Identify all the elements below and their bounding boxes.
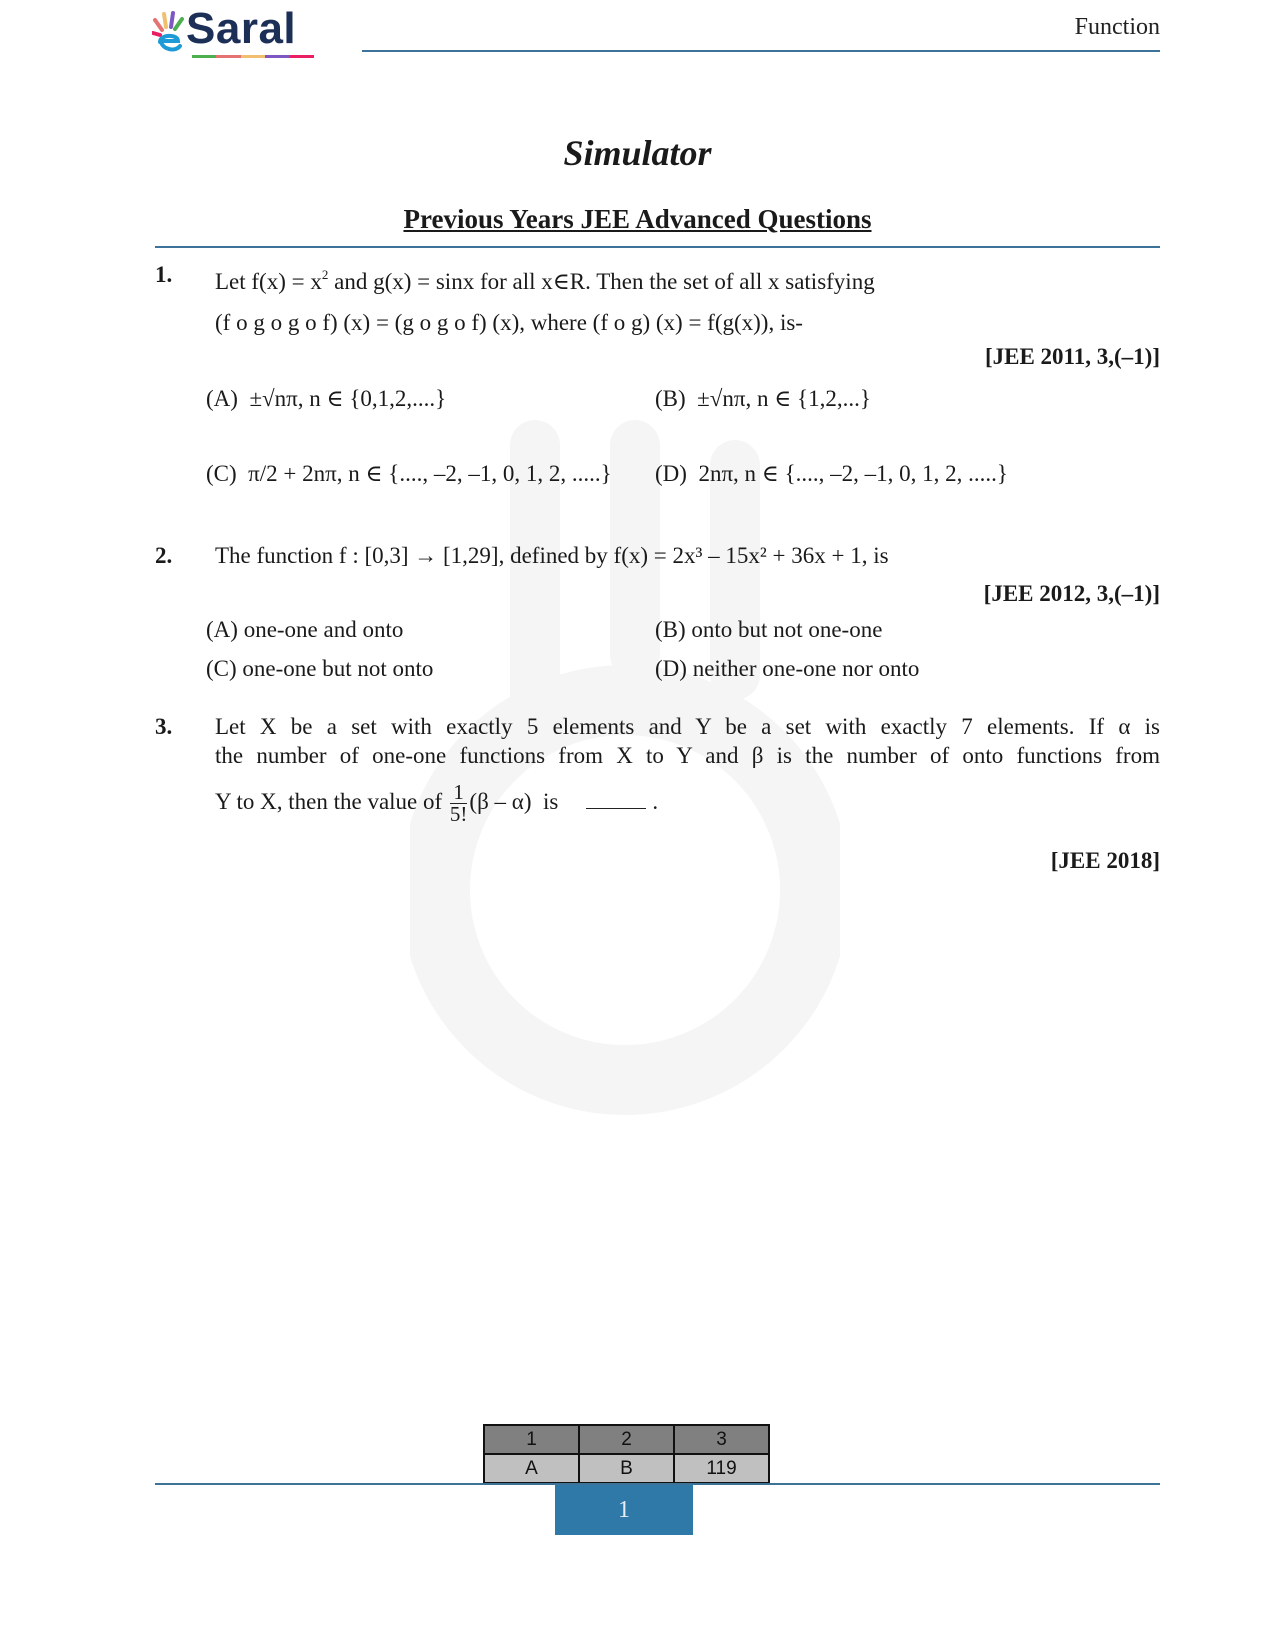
exam-tag: [JEE 2018] xyxy=(1050,848,1160,873)
option-1d: (D) 2nπ, n ∈ {...., –2, –1, 0, 1, 2, .....} xyxy=(655,461,1008,486)
option-2b: (B) onto but not one-one xyxy=(655,617,883,642)
answer-key-header: 3 xyxy=(674,1425,769,1454)
question-1 xyxy=(155,254,1160,374)
answer-key-header: 1 xyxy=(484,1425,579,1454)
question-text xyxy=(215,254,1160,343)
exam-tag: [JEE 2011, 3,(–1)] xyxy=(984,344,1160,369)
page-number: 1 xyxy=(555,1485,693,1535)
page-title: Simulator xyxy=(563,133,712,173)
answer-key-value: A xyxy=(484,1454,579,1483)
option-2c: (C) one-one but not onto xyxy=(206,656,434,681)
question-number: 2. xyxy=(155,543,173,568)
answer-blank xyxy=(586,790,646,809)
exam-tag: [JEE 2012, 3,(–1)] xyxy=(983,581,1160,606)
answer-key-header-row xyxy=(484,1425,769,1454)
page-subtitle: Previous Years JEE Advanced Questions xyxy=(403,204,872,234)
esaral-logo xyxy=(152,6,322,56)
question-line-1: Let X be a set with exactly 5 elements and Y be a set with exactly 7 elements. If α is xyxy=(215,714,1160,739)
option-2d: (D) neither one-one nor onto xyxy=(655,656,920,681)
question-line-3: Y to X, then the value of $\frac{1}{5!}$ (β – α) is . xyxy=(215,780,659,826)
question-line-2: (f o g o g o f) (x) = (g o g o f) (x), where (f o g) (x) = f(g(x)), is- xyxy=(215,310,803,335)
hand-logo-icon xyxy=(152,10,188,54)
logo-wordmark: Saral xyxy=(186,4,297,53)
logo-stripe xyxy=(192,55,314,58)
question-text xyxy=(215,712,1160,825)
answer-key-table xyxy=(483,1424,770,1484)
fraction: $\frac{1}{5!}$ xyxy=(449,780,468,826)
question-2 xyxy=(155,535,1160,615)
question-text: The function f : [0,3] → [1,29], defined by f(x) = 2x³ – 15x² + 36x + 1, is xyxy=(215,543,889,568)
question-3 xyxy=(155,708,1160,878)
answer-key-value: B xyxy=(579,1454,674,1483)
question-line-2: the number of one-one functions from X to Y and β is the number of onto functions from xyxy=(215,743,1160,768)
question-number: 3. xyxy=(155,714,173,739)
question-number: 1. xyxy=(155,262,173,287)
title-divider xyxy=(155,246,1160,248)
question-line-1: Let $f(x) = x^2$ and g(x) = sinx for all x∈R. Then the set of all x satisfying xyxy=(215,267,875,294)
answer-key-value-row xyxy=(484,1454,769,1483)
section-title: Function xyxy=(1074,14,1160,40)
option-1c: (C) π/2 + 2nπ, n ∈ {...., –2, –1, 0, 1, 2, .....} xyxy=(206,461,612,486)
header-divider xyxy=(362,50,1160,52)
option-1a: (A) ±√nπ, n ∈ {0,1,2,....} xyxy=(206,386,447,411)
answer-key-header: 2 xyxy=(579,1425,674,1454)
option-1b: (B) ±√nπ, n ∈ {1,2,...} xyxy=(655,386,871,411)
answer-key-value: 119 xyxy=(674,1454,769,1483)
option-2a: (A) one-one and onto xyxy=(206,617,404,642)
